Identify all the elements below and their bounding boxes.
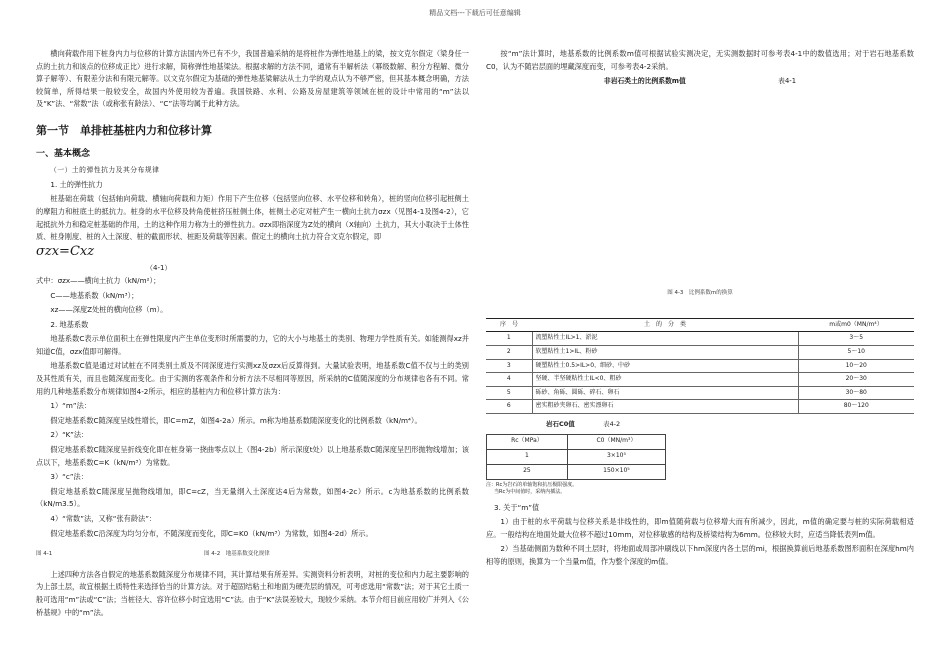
table-4-2-header-rc: Rc（MPa） [487, 434, 568, 449]
table-4-2-header-c0: C0（MN/m³） [567, 434, 665, 449]
definition-xz: xz——深度Z处桩的横向位移（m）。 [50, 305, 168, 315]
page-header: 精品文档---下载后可任意编辑 [429, 9, 521, 17]
table-4-1-name: 非岩石类土的比例系数m值 [603, 77, 686, 86]
equation-number: （4-1） [146, 264, 172, 273]
table-row [486, 345, 914, 359]
heading-basic-concepts: 一、基本概念 [36, 148, 91, 159]
table-cell: 30～80 [798, 386, 914, 400]
table-row [487, 449, 666, 464]
table-cell: 砾砂、角砾、圆砾、碎石、卵石 [532, 386, 798, 400]
table-cell: 4 [486, 373, 532, 387]
paragraph-elastic-resistance: 桩基础在荷载（包括轴向荷载、横轴向荷载和力矩）作用下产生位移（包括竖向位移、水平位移和转角），桩的竖向位移引起桩侧土的摩阻力和桩底土的抵抗力。桩身的水平位移及转角使桩挤压桩侧土体，桩侧土必定对桩产生一横向土抗力σzx（见图4-1及图4-2），它起抵抗外力和稳定桩基础的作用，土的这种作用力称为土的弹性抗力。σzx即指深度为Z处的横向（X轴向）土抗力，其大小取决于土体性质、桩身刚度、桩的入土深度、桩的截面形状、桩距及荷载等因素。假定土的横向土抗力符合文克尔假定，即 [36, 194, 469, 242]
table-cell: 软塑粘性土1>IL、粉砂 [532, 345, 798, 359]
table-cell: 密实粗砂夹卵石、密实漂卵石 [532, 400, 798, 414]
table-row [486, 400, 914, 414]
table-4-1-title [486, 75, 914, 88]
paragraph-coefficient-def: 地基系数C表示单位面积土在弹性限度内产生单位变形时所需要的力，它的大小与地基土的类别、物理力学性质有关。如能测得xz并知道C值，σzx值即可解得。 [36, 334, 469, 356]
section-title: 第一节 单排桩基桩内力和位移计算 [36, 123, 212, 137]
formula-4-1: σzx=Cxz [36, 243, 95, 259]
paragraph-coefficient-methods: 地基系数C值是通过对试桩在不同类别土质及不同深度进行实测xz及σzx后反算得到。大量试验表明，地基系数C值不仅与土的类别及其性质有关，而且也随深度而变化。由于实测的客观条件和分析方法不尽相同等原因，所采纳的C值随深度的分布规律也各有不同。常用的几种地基系数分布规律如图4-2所示，相应的基桩内力和位移计算方法为： [36, 361, 469, 396]
table-note-2: 当Rc为中间值时，采纳内插法。 [494, 488, 566, 495]
table-4-2 [486, 434, 666, 480]
figure-4-1-caption: 图 4-1 [36, 551, 53, 558]
paragraph-m-selection: 按“m”法计算时，地基系数的比例系数m值可根据试验实测决定，无实测数据时可参考表4-1中的数值选用；对于岩石地基系数C0，认为不随岩层面的埋藏深度而变，可参考表4-2采纳。 [486, 49, 914, 71]
heading-elastic-resistance: 1. 土的弹性抗力 [50, 179, 103, 189]
paragraph-m-layers: 2）当基础侧面为数种不同土层时，将地面或局部冲刷线以下hm深度内各土层的mi，根据换算前后地基系数图形面积在深度hm内相等的原则，换算为一个当量m值，作为整个深度的m值。 [486, 544, 914, 566]
paragraph-method-comparison: 上述四种方法各自假定的地基系数随深度分布规律不同，其计算结果有所差异。实测资料分析表明，对桩的变位和内力起主要影响的为上部土层，故宜根据土质特性来选择恰当的计算方法。对于超固结粘土和地面为硬壳层的情况，可考虑选用“常数”法；对于其它土质一般可选用“m”法或“C”法；当桩径大、容许位移小时宜选用“C”法。由于“K”法误差较大，现较少采纳。本节介绍目前应用较广并列入《公桥基规》中的“m”法。 [36, 569, 469, 617]
table-cell: 硬塑粘性土0.5>IL>0、细砂、中砂 [532, 359, 798, 373]
table-cell: 80～120 [798, 400, 914, 414]
figure-4-3-area [486, 88, 914, 318]
table-cell: 2 [486, 345, 532, 359]
method-m-label: 1）“m”法： [50, 401, 91, 411]
figure-captions [36, 548, 469, 561]
heading-about-m: 3. 关于“m”值 [494, 502, 540, 512]
left-column [36, 48, 469, 621]
method-c-label: 3）“c”法： [50, 472, 88, 482]
table-4-2-name: 岩石C0值 [546, 419, 575, 428]
figure-4-3-caption: 图 4-3 比例系数m的换算 [667, 290, 733, 297]
table-row [487, 464, 666, 479]
table-cell: 20～30 [798, 373, 914, 387]
table-cell: 3×10⁵ [567, 449, 665, 464]
method-m-text: 假定地基系数C随深度呈线性增长，即C=mZ，如图4-2a）所示。m称为地基系数随深度变化的比例系数（kN/m⁴）。 [50, 415, 422, 425]
table-4-2-number: 表4-2 [603, 419, 621, 428]
table-cell: 1 [486, 332, 532, 346]
table-row [486, 373, 914, 387]
table-4-1-header-no: 序 号 [486, 318, 532, 332]
method-k-label: 2）“K”法： [50, 430, 89, 440]
table-row [486, 332, 914, 346]
figure-4-2-caption: 图 4-2 地基系数变化规律 [203, 551, 270, 558]
table-4-1-number: 表4-1 [778, 77, 797, 86]
definition-sigma: 式中：σzx——横向土抗力（kN/m²）； [36, 275, 161, 285]
table-4-1 [486, 318, 914, 414]
method-constant-text: 假定地基系数C沿深度为均匀分布，不随深度而变化，即C=K0（kN/m³）为常数，如图4-2d）所示。 [50, 528, 373, 538]
method-k-text: 假定地基系数C随深度呈折线变化即在桩身第一挠曲零点以上（图4-2b）所示深度t处）以上地基系数C随深度呈凹形抛物线增加；该点以下，地基系数C=K（kN/m³）为常数。 [36, 445, 469, 467]
table-4-2-notes [486, 482, 914, 496]
table-4-1-header-row [486, 318, 914, 332]
table-row [486, 359, 914, 373]
table-note-1: 注：Rc为岩石的单轴饱和抗压极限强度。 [486, 481, 578, 488]
table-4-2-header-row [487, 434, 666, 449]
right-column [486, 48, 914, 571]
definition-c: C——地基系数（kN/m³）； [50, 290, 139, 300]
table-cell: 坚硬、半坚硬粘性土IL<0、粗砂 [532, 373, 798, 387]
table-cell: 流塑粘性土IL>1、淤泥 [532, 332, 798, 346]
table-4-1-header-class: 土 的 分 类 [532, 318, 798, 332]
table-4-1-header-m: m或m0（MN/m⁴） [798, 318, 914, 332]
table-cell: 150×10⁵ [567, 464, 665, 479]
intro-paragraph: 横向荷载作用下桩身内力与位移的计算方法国内外已有不少，我国普遍采纳的是将桩作为弹性地基上的梁，按文克尔假定（梁身任一点的土抗力和该点的位移成正比）进行求解，简称弹性地基梁法。根据求解的方法不同，通常有半解析法（幂级数解、积分方程解、微分算子解等）、有限差分法和有限元解等。以文克尔假定为基础的弹性地基梁解法从土力学的观点认为不够严密，但其基本概念明确，方法较简单，所得结果一般较安全，故国内外使用较为普遍。我国铁路、水利、公路及房屋建筑等领域在桩的设计中常用的“m”法以及“K”法、“常数”法（或称张有龄法）、“C”法等均属于此种方法。 [36, 49, 469, 109]
table-row [486, 386, 914, 400]
table-cell: 5 [486, 386, 532, 400]
method-constant-label: 4）“常数”法，又称“张有龄法”： [50, 514, 157, 523]
table-cell: 3 [486, 359, 532, 373]
table-cell: 10～20 [798, 359, 914, 373]
table-cell: 25 [487, 464, 568, 479]
table-cell: 6 [486, 400, 532, 414]
heading-foundation-coefficient: 2. 地基系数 [50, 319, 89, 329]
paragraph-m-nonlinear: 1）由于桩的水平荷载与位移关系是非线性的，即m值随荷载与位移增大而有所减少，因此，m值的确定要与桩的实际荷载相适应。一般结构在地面处最大位移不超过10mm，对位移敏感的结构及桥梁结构为6mm。位移较大时，应适当降低表列m值。 [486, 517, 914, 539]
table-cell: 5～10 [798, 345, 914, 359]
table-cell: 1 [487, 449, 568, 464]
table-4-2-title [546, 418, 914, 431]
heading-soil-resistance: （一）土的弹性抗力及其分布规律 [50, 166, 160, 175]
method-c-text: 假定地基系数C随深度呈抛物线增加，即C=cZ，当无量纲入土深度达4后为常数，如图4-2c）所示。c为地基系数的比例系数（kN/m3.5）。 [36, 486, 469, 509]
table-cell: 3～5 [798, 332, 914, 346]
